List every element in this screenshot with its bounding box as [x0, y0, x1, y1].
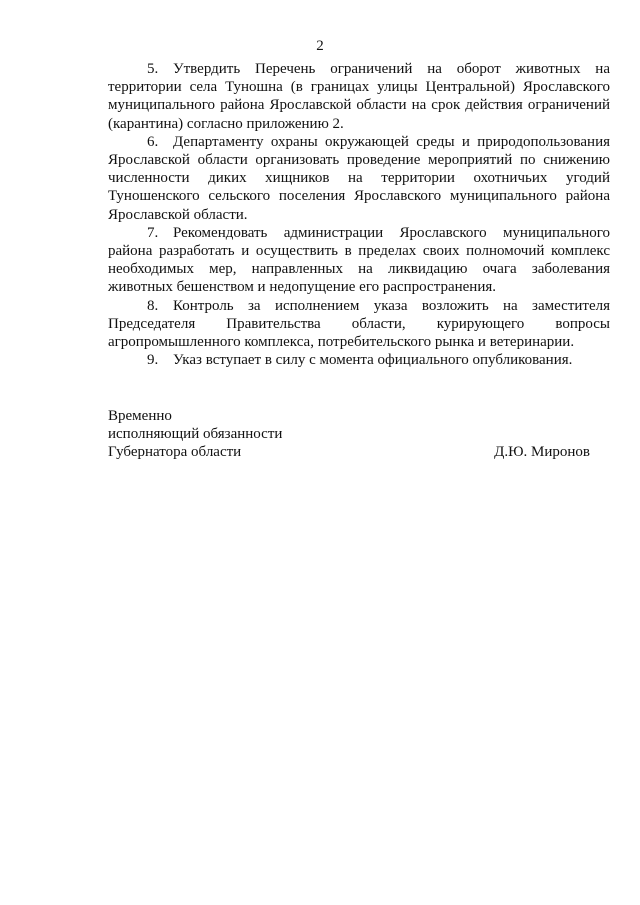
item-number: 8.: [147, 297, 159, 314]
item-text: Указ вступает в силу с момента официального опубликования.: [173, 352, 573, 369]
item-text: Контроль за исполнением указа возложить на заместителя Председателя Правительства области, курирующего вопросы агропромышленного комплекса, потребительского рынка и ветеринарии.: [108, 297, 610, 351]
decree-item-5: [108, 60, 610, 133]
item-text: Утвердить Перечень ограничений на оборот животных на территории села Туношна (в границах улицы Центральной) Ярославского муниципального района Ярославской области на срок действия ограничений (карантина) согласно приложению 2.: [108, 61, 610, 132]
item-number: 6.: [147, 133, 159, 150]
item-text: Рекомендовать администрации Ярославского муниципального района разработать и осуществить в пределах своих полномочий комплекс необходимых мер, направленных на ликвидацию очага заболевания животных бешенством и недопущение его распространения.: [108, 224, 610, 296]
item-text: Департаменту охраны окружающей среды и природопользования Ярославской области организовать проведение мероприятий по снижению численности диких хищников на территории охотничьих угодий Туношенского сельского поселения Ярославского муниципального района Ярославской области.: [108, 133, 610, 223]
decree-item-7: [108, 224, 610, 297]
decree-item-8: [108, 297, 610, 352]
decree-item-9: [108, 351, 610, 369]
decree-item-6: [108, 133, 610, 224]
item-number: 9.: [147, 352, 159, 369]
page-number: 2: [316, 38, 324, 54]
decree-body: [108, 60, 610, 369]
signature-title-line-2: исполняющий обязанности: [108, 426, 283, 443]
signature-title-line-3: Губернатора области: [108, 444, 242, 461]
item-number: 5.: [147, 61, 159, 77]
signature-line: [108, 443, 590, 461]
signature-title-line-1: Временно: [108, 408, 172, 424]
item-number: 7.: [147, 224, 159, 241]
signatory-name: Д.Ю. Миронов: [494, 444, 590, 461]
signature-block: [108, 407, 590, 462]
